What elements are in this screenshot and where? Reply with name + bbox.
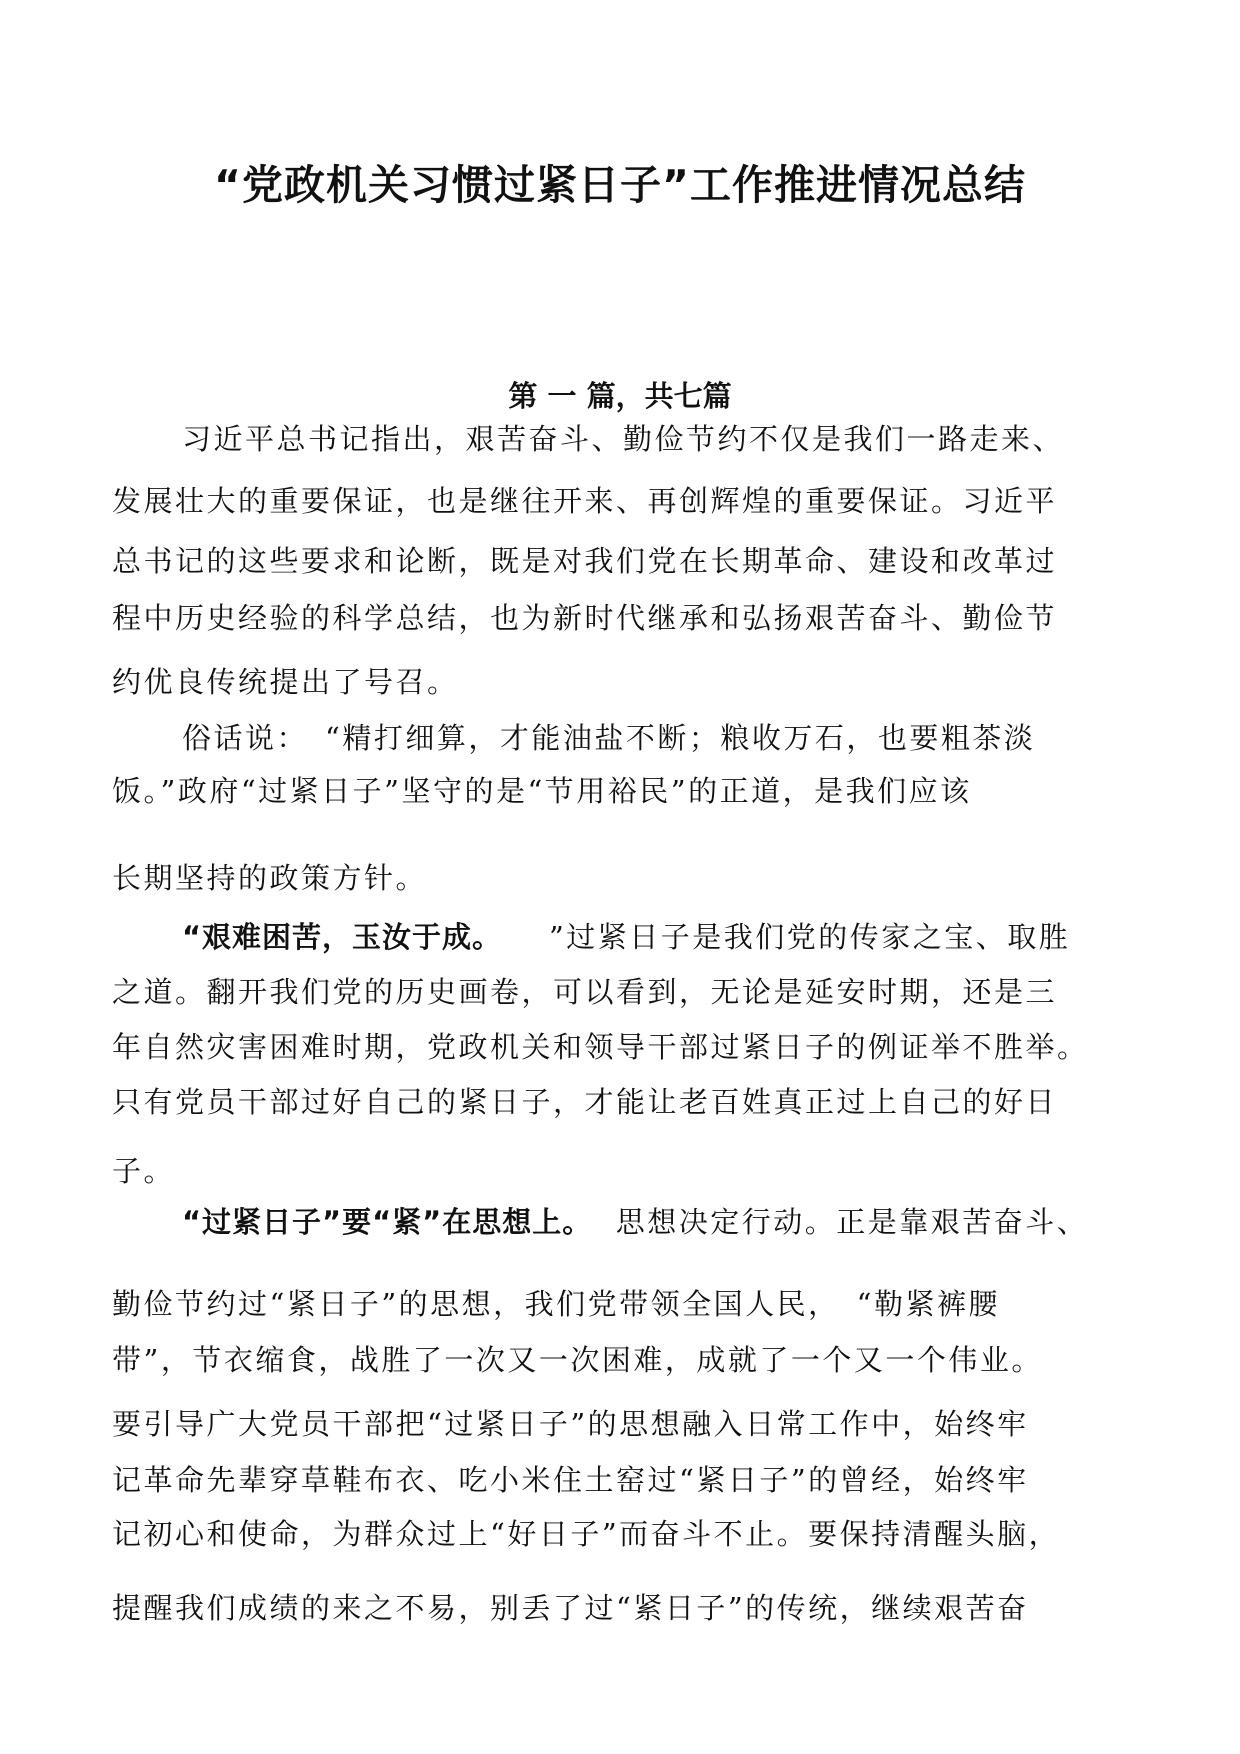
paragraph-line: 提醒我们成绩的来之不易，别丢了过“紧日子”的传统，继续艰苦奋 [112, 1591, 1029, 1625]
paragraph-line: 带”，节衣缩食，战胜了一次又一次困难，成就了一个又一个伟业。 [112, 1343, 1043, 1377]
paragraph-line: 年自然灾害困难时期，党政机关和领导干部过紧日子的例证举不胜举。 [112, 1030, 1089, 1064]
paragraph-line: 子。 [112, 1154, 176, 1188]
paragraph-line [182, 920, 1071, 954]
paragraph-line: 记革命先辈穿草鞋布衣、吃小米住土窑过“紧日子”的曾经，始终牢 [112, 1463, 1029, 1497]
paragraph-line: 发展壮大的重要保证，也是继往开来、再创辉煌的重要保证。习近平 [112, 484, 1058, 518]
paragraph-text: ”过紧日子是我们党的传家之宝、取胜 [548, 920, 1071, 954]
paragraph-line: 只有党员干部过好自己的紧日子，才能让老百姓真正过上自己的好日 [112, 1085, 1058, 1119]
document-subtitle: 第 一 篇，共七篇 [508, 379, 732, 413]
paragraph-line: 勤俭节约过“紧日子”的思想，我们党带领全国人民， “勒紧裤腰 [112, 1287, 1000, 1321]
paragraph-line [182, 1205, 1089, 1239]
paragraph-line: 习近平总书记指出，艰苦奋斗、勤俭节约不仅是我们一路走来、 [182, 422, 1065, 456]
paragraph-line: 记初心和使命，为群众过上“好日子”而奋斗不止。要保持清醒头脑， [112, 1517, 1061, 1551]
bold-lead-phrase: “艰难困苦，玉汝于成。 [182, 920, 503, 954]
paragraph-line: 程中历史经验的科学总结，也为新时代继承和弘扬艰苦奋斗、勤俭节 [112, 601, 1058, 635]
paragraph-line: 总书记的这些要求和论断，既是对我们党在长期革命、建设和改革过 [112, 544, 1058, 578]
document-title: “党政机关习惯过紧日子”工作推进情况总结 [214, 161, 1026, 209]
paragraph-line: 俗话说： “精打细算，才能油盐不断；粮收万石，也要粗茶淡 [182, 721, 1036, 755]
paragraph-line: 约优良传统提出了号召。 [112, 665, 459, 699]
paragraph-text: 思想决定行动。正是靠艰苦奋斗、 [615, 1205, 1089, 1239]
paragraph-line: 饭。”政府“过紧日子”坚守的是“节用裕民”的正道，是我们应该 [112, 774, 972, 808]
paragraph-line: 长期坚持的政策方针。 [112, 861, 428, 895]
paragraph-line: 要引导广大党员干部把“过紧日子”的思想融入日常工作中，始终牢 [112, 1407, 1029, 1441]
bold-lead-phrase: “过紧日子”要“紧”在思想上。 [182, 1205, 593, 1239]
paragraph-line: 之道。翻开我们党的历史画卷，可以看到，无论是延安时期，还是三 [112, 975, 1058, 1009]
